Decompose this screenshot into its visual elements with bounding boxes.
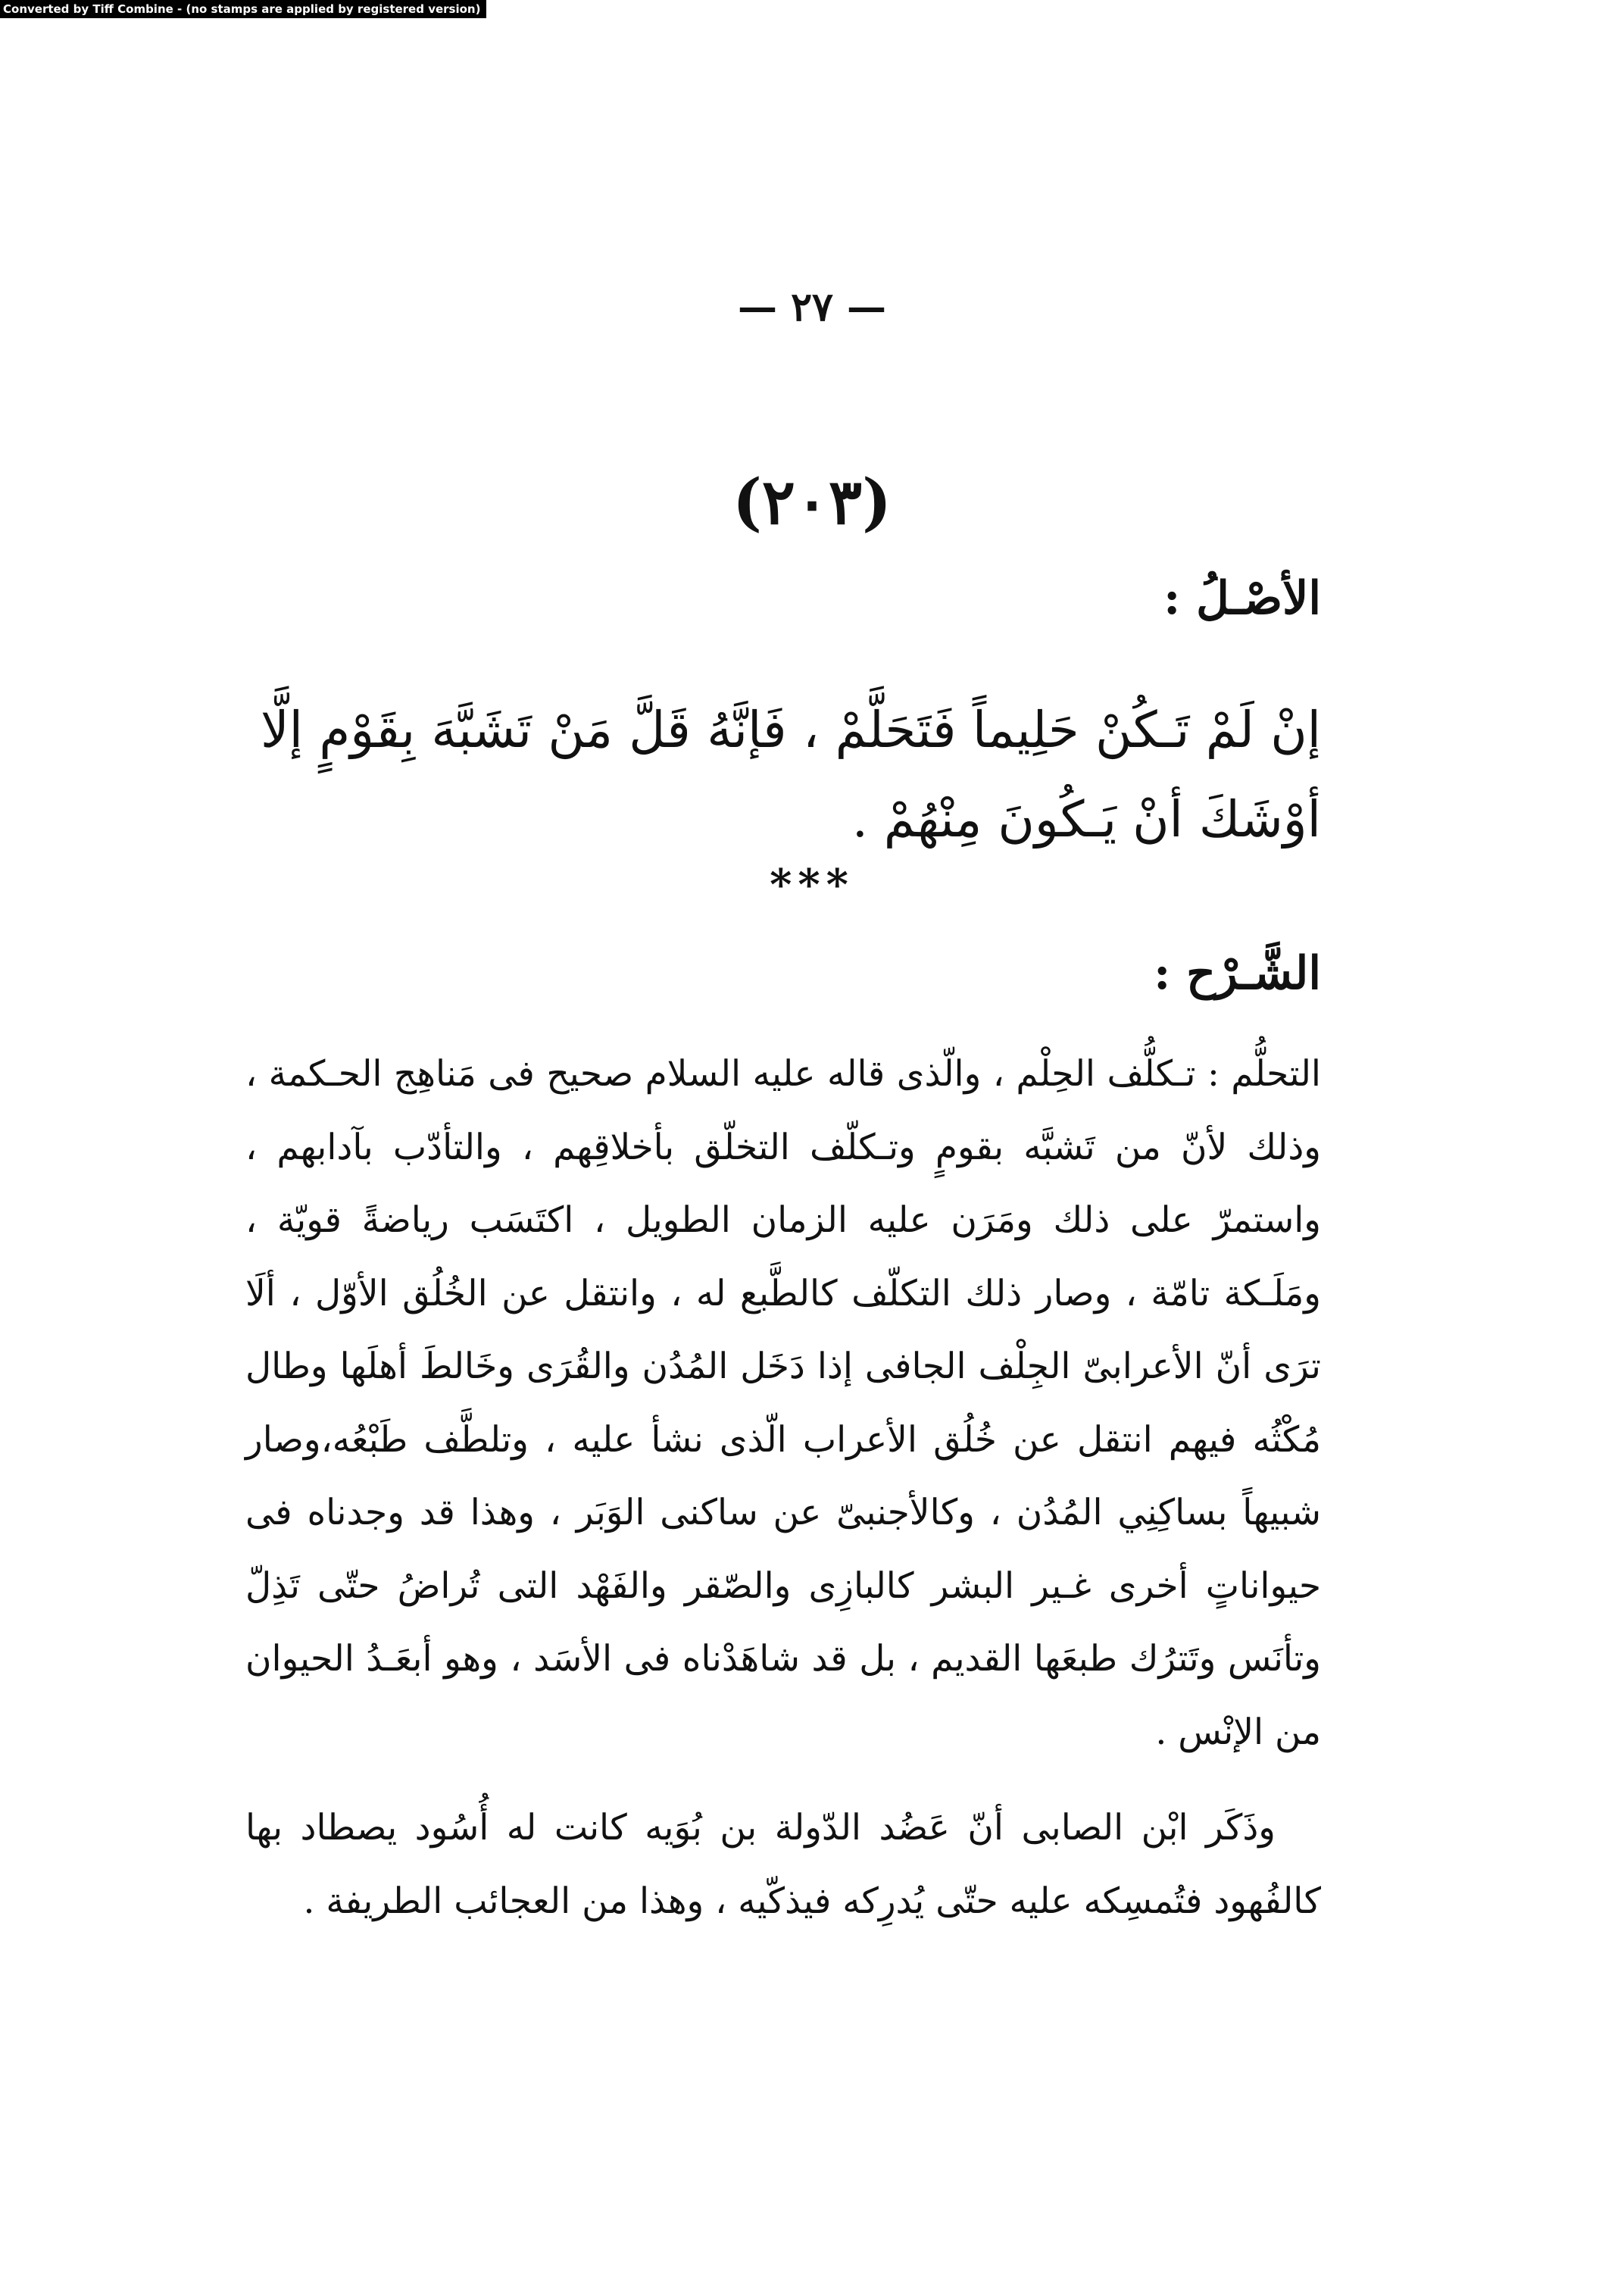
sharh-heading: الشَّـرْح : [1154,947,1321,1000]
page-number: — ٢٧ — [737,284,887,330]
commentary-paragraph-2: وذَكَر ابْن الصابى أنّ عَضُد الدّولة بن بُوَيه كانت له أُسُود يصطاد بها كالفُهود فتُمسِكه عليه حتّى يُدرِكه فيذكّيه ، وهذا من العجائب الطريفة . [245,1807,1321,1922]
converter-banner: Converted by Tiff Combine - (no stamps are applied by registered version) [0,0,486,18]
saying-text: إنْ لَمْ تَـكُنْ حَلِيماً فَتَحَلَّمْ ، فَإنَّهُ قَلَّ مَنْ تَشَبَّهَ بِقَوْمٍ إلَّا أوْشَكَ أنْ يَـكُونَ مِنْهُمْ . [261,701,1321,849]
section-divider: *** [770,860,854,910]
section-number: (٢٠٣) [732,466,892,539]
asl-heading: الأصْـلُ : [1163,572,1321,625]
commentary-paragraph-1: التحلُّم : تـكلُّف الحِلْم ، والّذى قاله عليه السلام صحيح فى مَناهِج الحـكمة ، وذلك لأنّ من تَشبَّه بقومٍ وتـكلّف التخلّق بأخلاقِهم ، والتأدّب بآدابهم ، واستمرّ على ذلك ومَرَن عليه الزمان الطويل ، اكتَسَب رياضةً قويّة ، ومَلَـكة تامّة ، وصار ذلك التكلّف كالطَّبع له ، وانتقل عن الخُلُق الأوّل ، ألَا ترَى أنّ الأعرابىّ الجِلْف الجافى إذا دَخَل المُدُن والقُرَى وخَالطَ أهلَها وطال مُكْثُه فيهم انتقل عن خُلُق الأعراب الّذى نشأ عليه ، وتلطَّف طَبْعُه،وصار شبيهاً بساكِنِي المُدُن ، وكالأجنبىّ عن ساكنى الوَبَر ، وهذا قد وجدناه فى حيواناتٍ أخرى غـير البشر كالبازِى والصّقر والفَهْد التى تُراضُ حتّى تَذِلّ وتأنَس وتَترُك طبعَها القديم ، بل قد شاهَدْناه فى الأسَد ، وهو أبعَـدُ الحيوان من الإنْس . [245,1053,1321,1753]
